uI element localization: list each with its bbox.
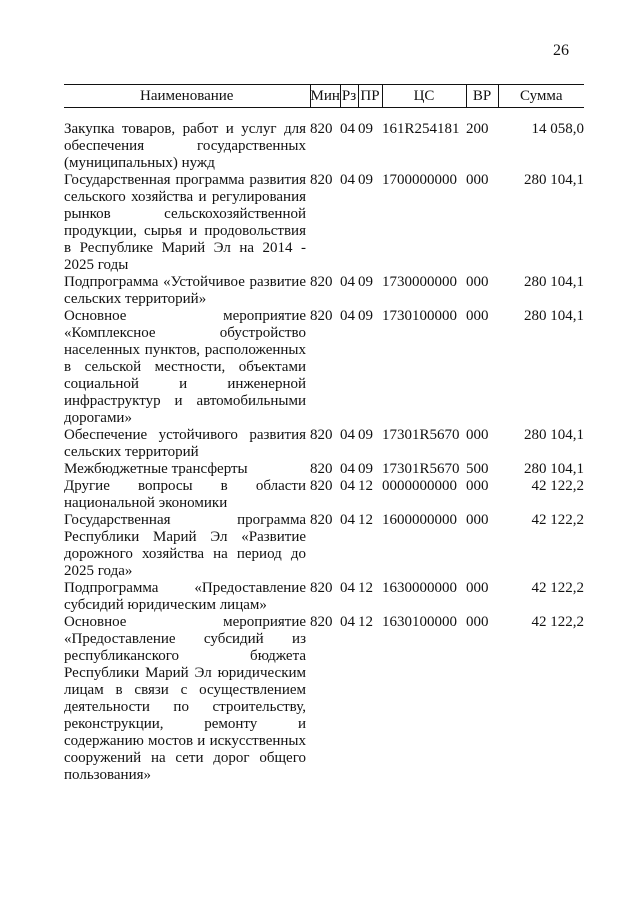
row-name: Закупка товаров, работ и услуг для обеспечения государственных (муниципальных) нужд (64, 121, 306, 171)
row-vr: 000 (466, 308, 489, 324)
row-pr: 12 (358, 478, 373, 494)
row-cs: 1700000000 (382, 172, 457, 188)
row-cs: 0000000000 (382, 478, 457, 494)
row-rz: 04 (340, 308, 355, 324)
row-vr: 000 (466, 427, 489, 443)
row-sum: 280 104,1 (524, 427, 584, 443)
row-rz: 04 (340, 427, 355, 443)
row-vr: 000 (466, 478, 489, 494)
table-row (64, 478, 584, 512)
row-rz: 04 (340, 512, 355, 528)
table-header-row (64, 85, 584, 108)
row-name: Другие вопросы в области национальной экономики (64, 478, 306, 511)
row-rz: 04 (340, 580, 355, 596)
row-pr: 09 (358, 427, 373, 443)
row-sum: 42 122,2 (531, 512, 584, 528)
row-name: Основное мероприятие «Предоставление субсидий из республиканского бюджета Республики Марий Эл юридическим лицам в связи с осуществлением деятельности по строительству, реконструкции, ремонту и содержанию мостов и искусственных сооружений на сети дорог общего пользования» (64, 614, 306, 783)
table-row (64, 172, 584, 274)
row-vr: 000 (466, 614, 489, 630)
header-pr: ПР (358, 85, 382, 108)
row-cs: 1600000000 (382, 512, 457, 528)
table-row (64, 512, 584, 580)
row-sum: 280 104,1 (524, 461, 584, 477)
row-pr: 12 (358, 580, 373, 596)
row-vr: 000 (466, 172, 489, 188)
row-pr: 09 (358, 274, 373, 290)
row-pr: 12 (358, 614, 373, 630)
row-name: Подпрограмма «Устойчивое развитие сельских территорий» (64, 274, 306, 307)
row-rz: 04 (340, 478, 355, 494)
table-row (64, 614, 584, 784)
row-min: 820 (310, 274, 333, 290)
table-row (64, 121, 584, 172)
row-pr: 09 (358, 172, 373, 188)
row-vr: 000 (466, 580, 489, 596)
row-min: 820 (310, 121, 333, 137)
row-rz: 04 (340, 121, 355, 137)
row-min: 820 (310, 308, 333, 324)
row-rz: 04 (340, 614, 355, 630)
table-row (64, 427, 584, 461)
row-pr: 09 (358, 461, 373, 477)
row-cs: 1730000000 (382, 274, 457, 290)
row-min: 820 (310, 580, 333, 596)
row-sum: 42 122,2 (531, 580, 584, 596)
row-sum: 280 104,1 (524, 274, 584, 290)
row-name: Государственная программа развития сельского хозяйства и регулирования рынков сельскохозяйственной продукции, сырья и продовольствия в Республике Марий Эл на 2014 - 2025 годы (64, 172, 306, 273)
row-name: Подпрограмма «Предоставление субсидий юридическим лицам» (64, 580, 306, 613)
row-cs: 1630000000 (382, 580, 457, 596)
row-vr: 000 (466, 274, 489, 290)
row-min: 820 (310, 427, 333, 443)
row-min: 820 (310, 478, 333, 494)
row-cs: 17301R5670 (382, 461, 460, 477)
page-number: 26 (553, 42, 569, 59)
table-row (64, 308, 584, 427)
header-name: Наименование (64, 85, 310, 108)
header-vr: ВР (466, 85, 498, 108)
budget-table (64, 84, 584, 784)
row-sum: 42 122,2 (531, 614, 584, 630)
header-gap (64, 108, 584, 122)
row-pr: 09 (358, 308, 373, 324)
row-sum: 280 104,1 (524, 308, 584, 324)
row-rz: 04 (340, 274, 355, 290)
row-cs: 17301R5670 (382, 427, 460, 443)
row-name: Государственная программа Республики Марий Эл «Развитие дорожного хозяйства на период до 2025 года» (64, 512, 306, 579)
row-pr: 12 (358, 512, 373, 528)
row-vr: 000 (466, 512, 489, 528)
row-sum: 42 122,2 (531, 478, 584, 494)
row-min: 820 (310, 172, 333, 188)
table-row (64, 461, 584, 478)
row-name: Межбюджетные трансферты (64, 461, 248, 477)
row-vr: 500 (466, 461, 489, 477)
row-cs: 161R254181 (382, 121, 460, 137)
row-min: 820 (310, 614, 333, 630)
row-min: 820 (310, 512, 333, 528)
row-rz: 04 (340, 461, 355, 477)
header-rz: Рз (340, 85, 358, 108)
row-cs: 1730100000 (382, 308, 457, 324)
row-vr: 200 (466, 121, 489, 137)
header-min: Мин (310, 85, 340, 108)
row-cs: 1630100000 (382, 614, 457, 630)
row-pr: 09 (358, 121, 373, 137)
header-sum: Сумма (498, 85, 584, 108)
row-name: Обеспечение устойчивого развития сельских территорий (64, 427, 306, 460)
header-cs: ЦС (382, 85, 466, 108)
row-min: 820 (310, 461, 333, 477)
table-row (64, 580, 584, 614)
row-sum: 280 104,1 (524, 172, 584, 188)
row-name: Основное мероприятие «Комплексное обустройство населенных пунктов, расположенных в сельской местности, объектами социальной и инженерной инфраструктур и автомобильными дорогами» (64, 308, 306, 426)
row-sum: 14 058,0 (531, 121, 584, 137)
table-row (64, 274, 584, 308)
row-rz: 04 (340, 172, 355, 188)
